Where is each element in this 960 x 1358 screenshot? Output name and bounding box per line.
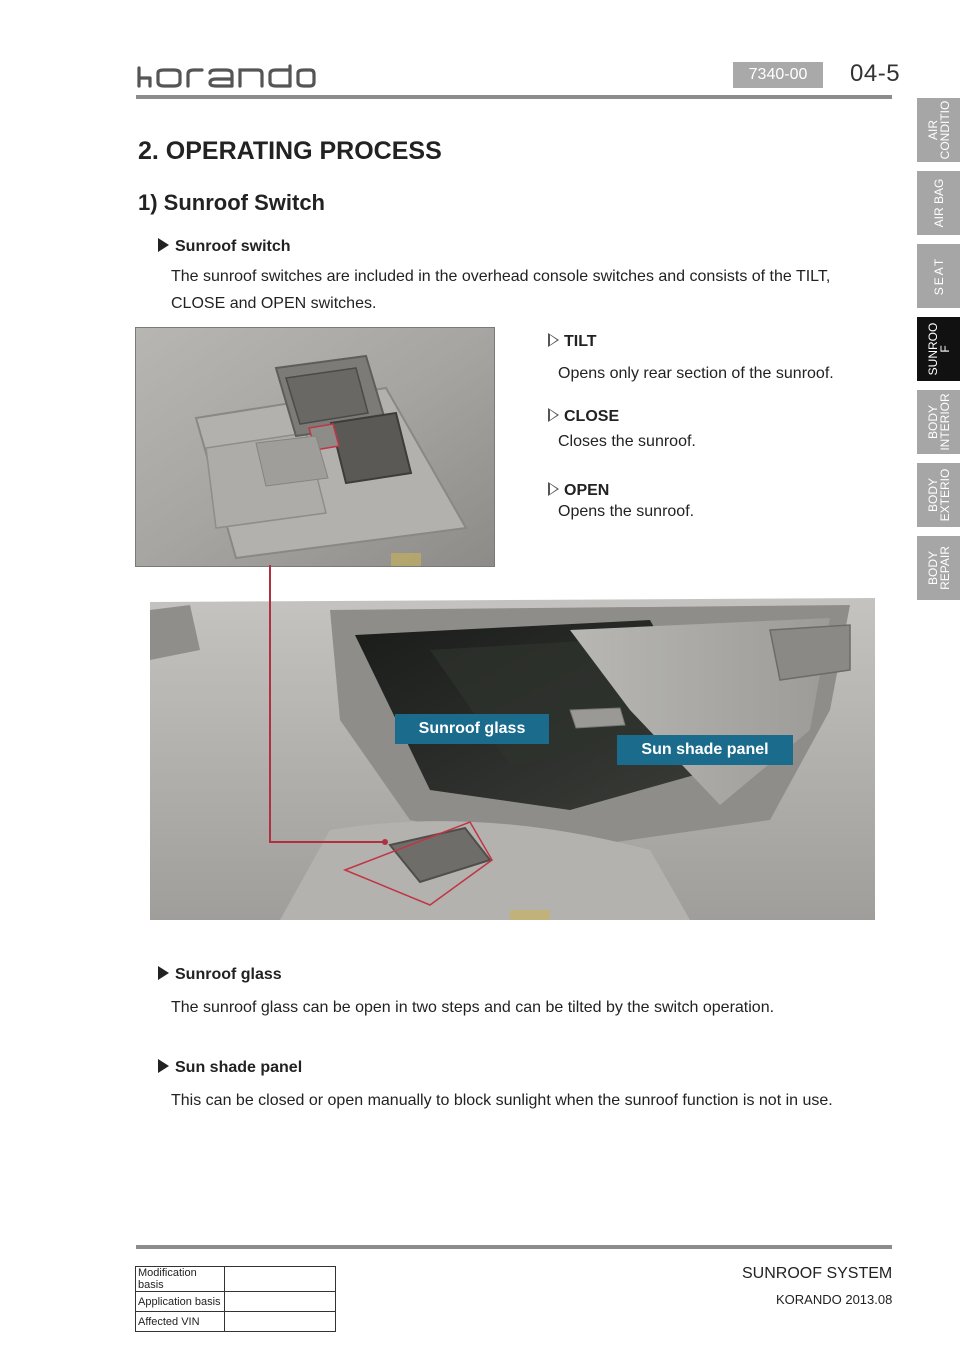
bullet-triangle-icon xyxy=(158,238,169,252)
subsection-title: 1) Sunroof Switch xyxy=(138,190,325,215)
close-heading: CLOSE xyxy=(548,408,619,426)
glass-heading: Sunroof glass xyxy=(158,966,282,984)
sun-shade-panel-callout: Sun shade panel xyxy=(617,735,793,765)
section-title: 2. OPERATING PROCESS xyxy=(138,137,442,165)
doc-code-badge: 7340-00 xyxy=(733,62,823,88)
table-row xyxy=(136,1292,336,1312)
tilt-heading: TILT xyxy=(548,333,597,351)
tab-air-bag[interactable]: AIR BAG xyxy=(917,171,960,235)
korando-logo xyxy=(136,62,316,92)
tilt-description: Opens only rear section of the sunroof. xyxy=(558,365,834,382)
tab-sunroof[interactable]: SUNROO F xyxy=(917,317,960,381)
table-label: Affected VIN xyxy=(136,1312,225,1332)
table-value xyxy=(225,1292,336,1312)
tab-body-interior[interactable]: BODY INTERIOR xyxy=(917,390,960,454)
leader-line xyxy=(260,565,400,855)
bullet-triangle-icon xyxy=(158,1059,169,1073)
overhead-console-photo xyxy=(135,327,495,567)
tab-air-conditioning[interactable]: AIR CONDITIO xyxy=(917,98,960,162)
sunroof-glass-callout: Sunroof glass xyxy=(395,714,549,744)
footer-model: KORANDO 2013.08 xyxy=(776,1292,893,1307)
table-label: Modification basis xyxy=(136,1267,225,1292)
glass-description: The sunroof glass can be open in two steps and can be tilted by the switch operation. xyxy=(171,999,775,1016)
close-description: Closes the sunroof. xyxy=(558,433,696,450)
shade-heading: Sun shade panel xyxy=(158,1059,302,1077)
outline-triangle-icon xyxy=(548,333,559,347)
footer-divider xyxy=(136,1245,892,1249)
modification-table xyxy=(135,1266,336,1332)
header-divider xyxy=(136,95,892,99)
shade-description: This can be closed or open manually to block sunlight when the sunroof function is not in use. xyxy=(171,1092,833,1109)
switch-description: The sunroof switches are included in the overhead console switches and consists of the TILT, CLOSE and OPEN switches. xyxy=(171,268,831,312)
outline-triangle-icon xyxy=(548,482,559,496)
table-value xyxy=(225,1267,336,1292)
table-value xyxy=(225,1312,336,1332)
open-heading: OPEN xyxy=(548,482,609,500)
page-number: 04-5 xyxy=(850,60,901,87)
tab-seat[interactable]: SEAT xyxy=(917,244,960,308)
open-description: Opens the sunroof. xyxy=(558,503,695,520)
switch-heading: Sunroof switch xyxy=(158,238,291,256)
tab-body-repair[interactable]: BODY REPAIR xyxy=(917,536,960,600)
tab-body-exterior[interactable]: BODY EXTERIO xyxy=(917,463,960,527)
table-row xyxy=(136,1312,336,1332)
bullet-triangle-icon xyxy=(158,966,169,980)
outline-triangle-icon xyxy=(548,408,559,422)
footer-system-title: SUNROOF SYSTEM xyxy=(742,1265,893,1282)
table-row xyxy=(136,1267,336,1292)
table-label: Application basis xyxy=(136,1292,225,1312)
